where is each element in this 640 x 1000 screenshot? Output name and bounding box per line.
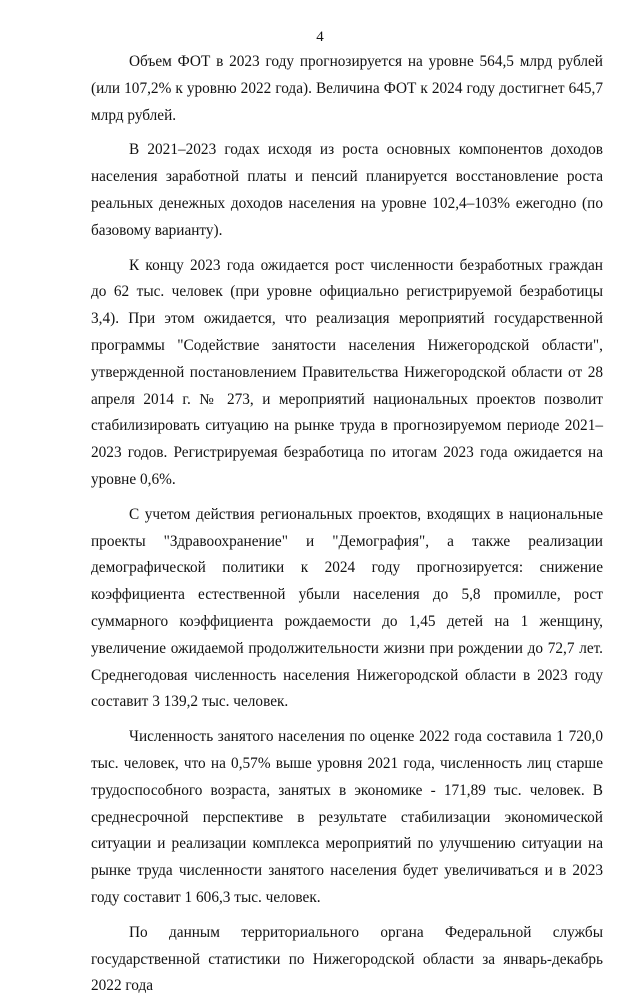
paragraph-wage-fund: Объем ФОТ в 2023 году прогнозируется на уровне 564,5 млрд рублей (или 107,2% к уровню 2022 года). Величина ФОТ к 2024 году достигнет 645,7 млрд рублей. <box>91 53 603 124</box>
paragraph-unemployment: К концу 2023 года ожидается рост численности безработных граждан до 62 тыс. человек (при уровне официально регистрируемой безработицы 3,4). При этом ожидается, что реализация мероприятий государственной программы "Содействие занятости населения Нижегородской области", утвержденной постановлением Правительства Нижегородской области от 28 апреля 2014 г. № 273, и мероприятий национальных проектов позволит стабилизировать ситуацию на рынке труда в прогнозируемом периоде 2021–2023 годов. Регистрируемая безработица по итогам 2023 года ожидается на уровне 0,6%. <box>91 256 603 488</box>
paragraph-demography: С учетом действия региональных проектов, входящих в национальные проекты "Здравоохранение" и "Демография", а также реализации демографической политики к 2024 году прогнозируется: снижение коэффициента естественной убыли населения до 5,8 промилле, рост суммарного коэффициента рождаемости до 1,45 детей на 1 женщину, увеличение ожидаемой продолжительности жизни при рождении до 72,7 лет. Среднегодовая численность населения Нижегородской области в 2023 году составит 3 139,2 тыс. человек. <box>91 505 603 711</box>
body-text <box>91 49 603 1000</box>
paragraph-statistics: По данным территориального органа Федеральной службы государственной статистики по Нижегородской области за январь-декабрь 2022 года <box>91 923 603 995</box>
page-number: 4 <box>316 29 324 45</box>
paragraph-population-income: В 2021–2023 годах исходя из роста основных компонентов доходов населения заработной платы и пенсий планируется восстановление роста реальных денежных доходов населения на уровне 102,4–103% ежегодно (по базовому варианту). <box>91 141 603 239</box>
paragraph-employment: Численность занятого населения по оценке 2022 года составила 1 720,0 тыс. человек, что на 0,57% выше уровня 2021 года, численность лиц старше трудоспособного возраста, занятых в экономике - 171,89 тыс. человек. В среднесрочной перспективе в результате стабилизации экономической ситуации и реализации комплекса мероприятий по улучшению ситуации на рынке труда численности занятого населения будет увеличиваться и в 2023 году составит 1 606,3 тыс. человек. <box>91 728 603 906</box>
